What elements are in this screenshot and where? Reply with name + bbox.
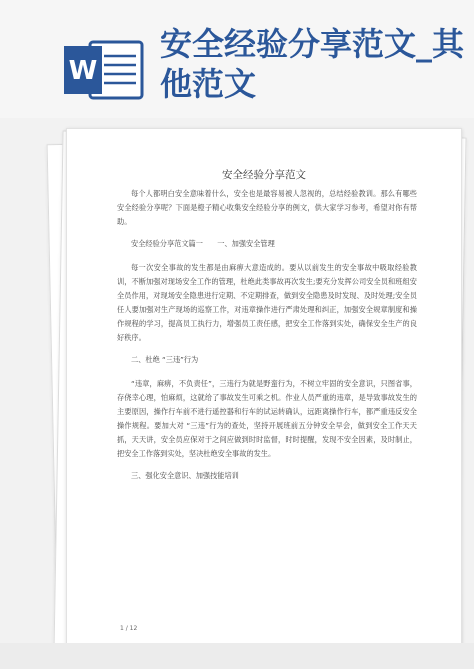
section-heading: 安全经验分享范文篇一 一、加强安全管理 — [131, 239, 275, 248]
header-banner — [0, 0, 474, 118]
page-title: 安全经验分享范文_其他范文 — [160, 25, 465, 103]
footer-strip — [0, 643, 474, 669]
svg-text:W: W — [68, 56, 98, 86]
document-title: 安全经验分享范文 — [222, 169, 306, 181]
section-heading: 三、强化安全意识、加强技能培训 — [131, 471, 239, 480]
page-number: 1 / 12 — [120, 625, 138, 632]
paragraph: 每一次安全事故的发生都是由麻痹大意造成的。要从以前发生的安全事故中吸取经验教训，不断加强对现场安全工作的管理，杜绝此类事故再次发生;要充分发挥公司安全员和班组安全员作用，对现场安全隐患进行定期、不定期排查，做到安全隐患及时发现、及时处理;安全员任人要加强对生产现场的巡察工作，对违章操作进行严肃处理和纠正，加强安全规章制度和操作规程的学习，提高员工执行力，增强员工责任感，把安全工作落到实处，确保安全生产的良好秩序。 — [117, 263, 417, 342]
document-page — [66, 128, 462, 652]
word-icon — [60, 36, 144, 104]
section-heading: 二、杜绝 “三违”行为 — [131, 355, 199, 364]
paragraph: “违章，麻痹，不负责任”，三违行为就是野蛮行为，不树立牢固的安全意识，只图省事，存侥幸心理，怕麻烦，这就给了事故发生可乘之机。作业人员严重的违章，是导致事故发生的主要原因，操作行车前不进行遥控器和行车的试运转确认，远距离操作行车，都严重违反安全操作规程。要加大对 “三违”行为的查处，坚持开展班前五分钟安全早会，做到安全工作天天抓，天天讲，安全员应保对于之间应做到时时监督，时时提醒，发现不安全因素，及时制止，把安全工作落到实处，坚决杜绝安全事故的发生。 — [117, 379, 417, 458]
paragraph: 每个人都明白安全意味着什么，安全也是最容易被人忽视的，总结经验教训。那么有哪些安全经验分享呢？下面是橙子精心收集安全经验分享的例文，供大家学习参考，希望对你有帮助。 — [117, 189, 417, 226]
document-body — [117, 187, 417, 493]
